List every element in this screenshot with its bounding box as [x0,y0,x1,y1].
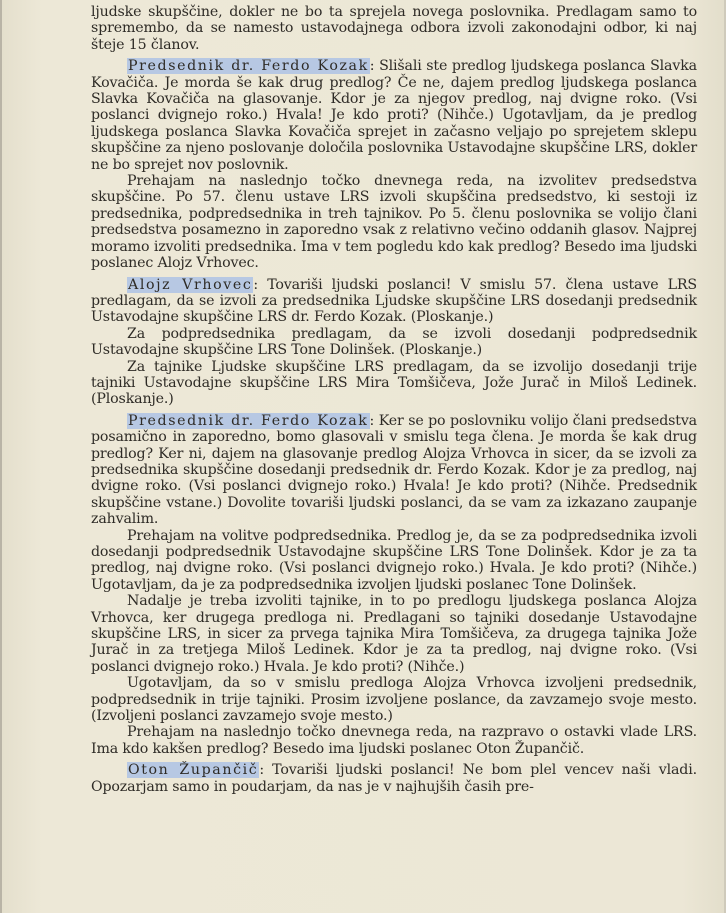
paragraph-text: ljudske skupščine, dokler ne bo ta sprejela novega poslovnika. Predlagam samo to spremembo, da se namesto ustavodajnega odbora izvoli zakonodajni odbor, ki naj šteje 15 članov. [91,4,697,53]
paragraph-11 [91,724,697,757]
paragraph-text: Ugotavljam, da so v smislu predloga Alojza Vrhovca izvoljeni predsednik, podpredsednik in trije tajniki. Prosim izvoljene poslance, da zavzamejo svoje mesto. (Izvoljeni poslanci zavzamejo svoje mesto.) [91,675,697,725]
paragraph-text: Prehajam na naslednjo točko dnevnega reda, na izvolitev predsedstva skupščine. Po 57. členu ustave LRS izvoli skupščina predsedstvo, ki sestoji iz predsednika, podpredsednika in treh tajnikov. Po 5. členu poslovnika se volijo člani predsedstva posamezno in zaporedno vsak z relativno večino oddanih glasov. Najprej moramo izvoliti predsednika. Ima v tem pogledu kdo kak predlog? Besedo ima ljudski poslanec Alojz Vrhovec. [91,173,697,272]
paragraph-5 [91,326,697,359]
paragraph-10 [91,675,697,724]
paragraph-6 [91,359,697,408]
paragraph-text: Prehajam na volitve podpredsednika. Predlog je, da se za podpredsednika izvoli dosedanji podpredsednik Ustavodajne skupščine LRS Tone Dolinšek. Kdor je za ta predlog, naj dvigne roko. (Vsi poslanci dvignejo roko.) Hvala. Je kdo proti? (Nihče.) Ugotavljam, da je za podpredsednika izvoljen ljudski poslanec Tone Dolinšek. [91,527,697,593]
speaker-highlight: Oton Župančič [128,762,259,779]
paragraph-text: Nadalje je treba izvoliti tajnike, in to po predlogu ljudskega poslanca Alojza Vrhovca, ker drugega predloga ni. Predlagani so tajniki dosedanje Ustavodajne skupščine LRS, in sicer za prvega tajnika Mira Tomšičeva, za drugega tajnika Jože Jurač in za tretjega Miloš Ledinek. Kdor je za ta predlog, naj dvigne roko. (Vsi poslanci dvignejo roko.) Hvala. Je kdo proti? (Nihče.) [91,593,697,675]
paragraph-text: Za podpredsednika predlagam, da se izvoli dosedanji podpredsednik Ustavodajne skupščine LRS Tone Dolinšek. (Ploskanje.) [91,325,697,359]
paragraph-text: Za tajnike Ljudske skupščine LRS predlagam, da se izvolijo dosedanji trije tajniki Ustavodajne skupščine LRS Mira Tomšičeva, Jože Jurač in Miloš Ledinek. (Ploskanje.) [91,358,697,408]
paragraph-1 [91,4,697,53]
paragraph-text: : Tovariši ljudski poslanci! Ne bom plel vencev naši vladi. Opozarjam samo in poudarjam, da nas je v najhujših časih pre- [91,762,697,795]
document-text-column [91,4,697,795]
paragraph-8 [91,528,697,594]
speaker-highlight: Predsednik dr. Ferdo Kozak [128,412,369,429]
paragraph-text: Prehajam na naslednjo točko dnevnega reda, na razpravo o ostavki vlade LRS. Ima kdo kakšen predlog? Besedo ima ljudski poslanec Oton Župančič. [91,724,697,757]
paragraph-4 [91,277,697,326]
speaker-highlight: Predsednik dr. Ferdo Kozak [128,58,369,75]
paragraph-text: : Slišali ste predlog ljudskega poslanca Slavka Kovačiča. Je morda še kak drug predlog? Če ne, dajem predlog ljudskega poslanca Slavka Kovačiča na glasovanje. Kdor je za njegov predlog, naj dvigne roko. (Vsi poslanci dvignejo roko.) Hvala! Je kdo proti? (Nihče.) Ugotavljam, da je predlog ljudskega poslanca Slavka Kovačiča sprejet in začasno veljajo po sprejetem sklepu skupščine za njeno poslovanje določila poslovnika Ustavodajne skupščine LRS, dokler ne bo sprejet nov poslovnik. [91,58,697,173]
paragraph-9 [91,593,697,675]
paragraph-12 [91,762,697,795]
paragraph-3 [91,173,697,271]
paragraph-text: : Tovariši ljudski poslanci! V smislu 57. člena ustave LRS predlagam, da se izvoli za predsednika Ljudske skupščine LRS dosedanji predsednik Ustavodajne skupščine LRS dr. Ferdo Kozak. (Ploskanje.) [91,276,697,326]
speaker-highlight: Alojz Vrhovec [128,276,253,293]
paragraph-text: : Ker se po poslovniku volijo člani predsedstva posamično in zaporedno, bomo glasovali v smislu tega člena. Je morda še kak drug predlog? Ker ni, dajem na glasovanje predlog Alojza Vrhovca in sicer, da se izvoli za predsednika skupščine dosedanji predsednik dr. Ferdo Kozak. Kdor je za predlog, naj dvigne roko. (Vsi poslanci dvignejo roko.) Hvala! Je kdo proti? (Nihče. Predsednik skupščine vstane.) Dovolite tovariši ljudski poslanci, da se vam za izkazano zaupanje zahvalim. [91,412,697,528]
paragraph-7 [91,413,697,528]
paragraph-2 [91,58,697,173]
